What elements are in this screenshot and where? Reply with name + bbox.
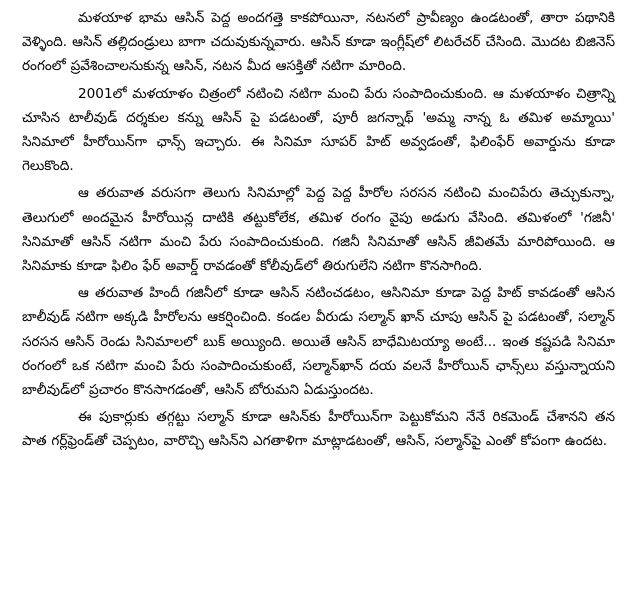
- paragraph-2: 2001లో మళయాళం చిత్రంలో నటించి నటిగా మంచి పేరు సంపాదించుకుంది. ఆ మళయాళం చిత్రాన్ని చూసిన టాలీవుడ్ దర్శకుల కన్ను ఆసిన్ పై పడటంతో, పూరీ జగన్నాథ్ 'అమ్మ నాన్న ఓ తమిళ అమ్మాయి' సినిమాలో హీరోయిన్‌గా ఛాన్స్ ఇచ్చారు. ఈ సినిమా సూపర్ హిట్ అవ్వడంతో, ఫిలింఫేర్ అవార్డును కూడా గెలుకొంది.: [22, 85, 615, 175]
- paragraph-1: మళయాళ భామ ఆసిన్ పెద్ద అందగత్తె కాకపోయినా, నటనలో ప్రావీణ్యం ఉండటంతో, తారా పథానికి వెళ్ళింది. ఆసిన్ తల్లిదండ్రులు బాగా చదువుకున్నవారు. ఆసిన్ కూడా ఇంగ్లీష్‌లో లిటరేచర్ చేసింది. మొదట బిజినెస్ రంగంలో ప్రవేశించాలనుకున్న ఆసిన్, నటన మీద ఆసక్తితో నటిగా మారింది.: [22, 10, 615, 75]
- paragraph-4: ఆ తరువాత హిందీ గజినీలో కూడా ఆసిన్ నటించడటం, ఆసినిమా కూడా పెద్ద హిట్ కావడంతో ఆసిన బాలీవుడ్ నటిగా అక్కడి హీరోలను ఆకర్షించింది. కండల వీరుడు సల్మాన్ ఖాన్ చూపు ఆసిన్ పై పడటంతో, సల్మాన్ సరసన ఆసిన్ రెండు సినిమాలలో బుక్ అయ్యింది. అయితే ఆసిన్ బాధేమిటయ్యా అంటే... ఇంత కష్టపడి సినిమా రంగంలో ఒక నటిగా మంచి పేరు సంపాదించుకుంటే, సల్మాన్‌ఖాన్ దయ వలనే హీరోయిన్ ఛాన్స్‌లు వస్తున్నాయని బాలీవుడ్‌లో ప్రచారం కొనసాగడంతో, ఆసిన్ బోరుమని ఏడుస్తుందట.: [22, 285, 615, 399]
- paragraph-5: ఈ పుకార్లుకు తగ్గట్టు సల్మాన్ కూడా ఆసిన్‌కు హీరోయిన్‌గా పెట్టుకోమని నేనే రికమెండ్ చేశానని తన పాత గర్ల్‌ఫ్రెండ్‌తో చెప్పటం, వారొచ్చి ఆసిన్‌ని ఎగతాళిగా మాట్లాడటంతో, ఆసిన్, సల్మాన్‌పై ఎంతో కోపంగా ఉందట.: [22, 409, 615, 450]
- paragraph-3: ఆ తరువాత వరుసగా తెలుగు సినిమాల్లో పెద్ద పెద్ద హీరోల సరసన నటించి మంచిపేరు తెచ్చుకున్నా, తెలుగులో అందమైన హీరోయిన్ల దాటికి తట్టుకోలేక, తమిళ రంగం వైపు అడుగు వేసింది. తమిళంలో 'గజినీ' సినిమాతో ఆసిన్ నటిగా మంచి పేరు సంపాదించుకుంది. గజినీ సినిమాతో ఆసిన్ జీవితమే మారిపోయింది. ఆ సినిమాకు కూడా ఫిలిం ఫేర్ అవార్డ్ రావడంతో కోలీవుడ్‌లో తిరుగులేని నటిగా కొనసాగింది.: [22, 185, 615, 275]
